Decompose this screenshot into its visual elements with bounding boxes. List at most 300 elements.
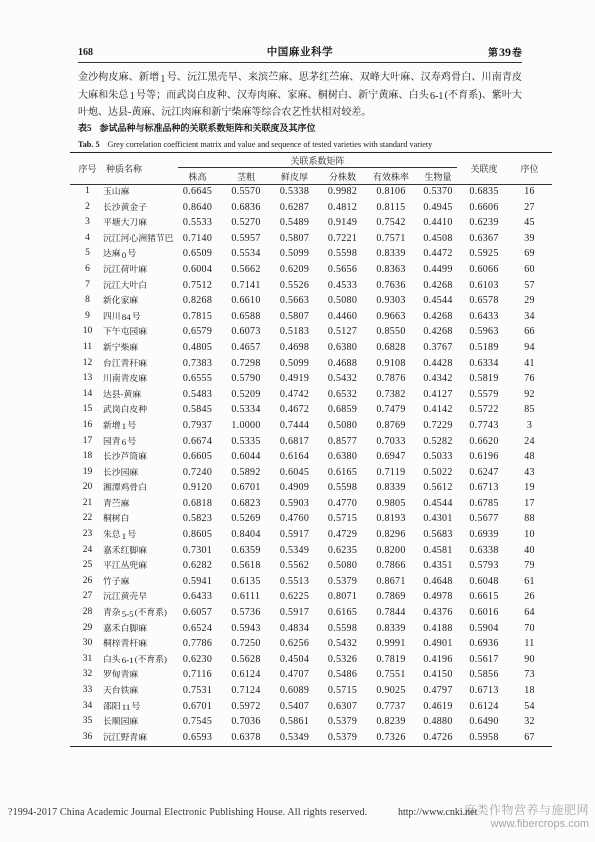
coef-stem-diameter: 0.5270	[231, 217, 261, 229]
coef-effective-plant-rate: 0.7479	[376, 404, 406, 416]
rank-value: 73	[524, 669, 535, 681]
coef-plant-height: 0.6674	[182, 435, 213, 447]
coef-fresh-bark-thickness: 0.6225	[279, 591, 310, 603]
coef-effective-plant-rate: 0.8200	[376, 544, 406, 556]
coef-tiller-number: 0.5486	[327, 669, 358, 681]
coef-fresh-bark-thickness: 0.4672	[279, 404, 310, 416]
table-row	[70, 465, 552, 481]
coef-stem-diameter: 0.4657	[231, 341, 261, 353]
coef-plant-height: 0.6593	[182, 731, 213, 743]
coef-stem-diameter: 0.5534	[231, 248, 261, 260]
header-biomass: 生物量	[424, 171, 452, 182]
rank-value: 70	[524, 622, 535, 634]
latin-run: 6-1	[430, 91, 444, 102]
coef-plant-height: 0.6605	[182, 451, 213, 463]
coef-biomass: 0.3767	[423, 341, 453, 353]
coef-biomass: 0.5282	[423, 435, 453, 447]
table-caption-en	[78, 139, 432, 151]
coef-plant-height: 0.8268	[182, 295, 213, 307]
coef-tiller-number: 0.7221	[327, 232, 358, 244]
coef-fresh-bark-thickness: 0.4698	[279, 341, 310, 353]
coef-stem-diameter: 0.6610	[231, 295, 261, 307]
coef-fresh-bark-thickness: 0.6089	[279, 685, 310, 696]
coef-tiller-number: 0.5715	[327, 685, 358, 696]
volume-prefix: 第	[488, 48, 498, 59]
variety-name: 嘉禾白脚麻	[103, 622, 147, 633]
coef-fresh-bark-thickness: 0.5917	[279, 607, 310, 619]
coef-plant-height: 0.5533	[182, 217, 213, 229]
coef-biomass: 0.4142	[423, 404, 453, 416]
correlation-grade: 0.6620	[469, 435, 499, 447]
table-row	[70, 231, 552, 247]
variety-name: 长顺园麻	[103, 716, 139, 727]
row-number: 15	[82, 404, 93, 415]
coef-biomass: 0.5033	[423, 451, 453, 463]
coef-effective-plant-rate: 0.8671	[376, 575, 406, 587]
coef-stem-diameter: 0.5618	[231, 560, 261, 572]
coef-biomass: 0.4150	[423, 669, 453, 681]
coef-tiller-number: 0.5326	[327, 653, 358, 665]
coef-plant-height: 0.5941	[182, 575, 213, 587]
coef-biomass: 0.4901	[423, 638, 453, 650]
header-tiller-number: 分株数	[328, 171, 356, 182]
variety-name: 沅江黄壳早	[103, 591, 147, 602]
rank-value: 61	[524, 575, 535, 587]
coef-effective-plant-rate: 0.8296	[376, 529, 406, 541]
latin-run: 11	[121, 702, 131, 713]
coef-plant-height: 0.7786	[182, 638, 213, 650]
coef-plant-height: 0.7512	[182, 279, 213, 291]
coef-plant-height: 0.6818	[182, 497, 213, 509]
row-number: 27	[82, 591, 93, 602]
coef-effective-plant-rate: 0.7382	[376, 388, 406, 400]
row-number: 8	[85, 295, 90, 306]
variety-name: 园青6号	[103, 435, 137, 447]
rank-value: 88	[524, 513, 535, 525]
page-number: 168	[78, 47, 93, 58]
coef-fresh-bark-thickness: 0.4707	[279, 669, 310, 681]
coef-stem-diameter: 0.6588	[231, 310, 261, 322]
coef-biomass: 0.4880	[423, 716, 453, 728]
coef-stem-diameter: 0.6111	[231, 591, 261, 603]
coef-tiller-number: 0.8577	[327, 435, 358, 447]
coef-tiller-number: 0.4460	[327, 310, 358, 322]
variety-name: 台江青秆麻	[103, 357, 147, 368]
row-number: 4	[85, 232, 90, 243]
coef-fresh-bark-thickness: 0.5489	[279, 217, 310, 229]
row-number: 11	[82, 341, 93, 352]
rank-value: 27	[524, 201, 535, 213]
correlation-grade: 0.6124	[469, 700, 499, 712]
correlation-grade: 0.6606	[469, 201, 499, 213]
coef-plant-height: 0.9120	[182, 482, 213, 494]
coef-fresh-bark-thickness: 0.5349	[279, 731, 310, 743]
coef-tiller-number: 0.6532	[327, 388, 358, 400]
correlation-grade: 0.6247	[469, 466, 499, 478]
table-row	[70, 574, 552, 590]
row-number: 24	[82, 544, 93, 555]
table-bottom-rule	[70, 746, 552, 747]
rank-value: 57	[524, 279, 535, 291]
table-row	[70, 215, 552, 231]
coef-fresh-bark-thickness: 0.6817	[279, 435, 310, 447]
rank-value: 94	[524, 341, 535, 353]
variety-name: 下午屯园麻	[103, 326, 147, 337]
coef-fresh-bark-thickness: 0.5183	[279, 326, 310, 338]
row-number: 1	[85, 186, 90, 196]
coef-stem-diameter: 0.6135	[231, 575, 261, 587]
coef-biomass: 0.4945	[423, 201, 453, 213]
variety-name: 平塘大刀麻	[103, 217, 147, 228]
coef-effective-plant-rate: 0.8339	[376, 248, 406, 260]
correlation-grade: 0.5856	[469, 669, 499, 681]
coef-effective-plant-rate: 0.8363	[376, 263, 406, 275]
rank-value: 67	[524, 731, 535, 743]
coef-fresh-bark-thickness: 0.6287	[279, 201, 310, 213]
table-row	[70, 496, 552, 512]
table-row	[70, 511, 552, 527]
variety-name: 长沙园麻	[103, 466, 139, 477]
coef-biomass: 0.4508	[423, 232, 453, 244]
coef-biomass: 0.4581	[423, 544, 453, 556]
coef-plant-height: 0.7240	[182, 466, 213, 478]
coef-stem-diameter: 0.5972	[231, 700, 261, 712]
rank-value: 48	[524, 451, 535, 463]
rank-value: 41	[524, 357, 535, 369]
table-row	[70, 184, 552, 200]
correlation-grade: 0.6433	[469, 310, 499, 322]
coef-stem-diameter: 0.5957	[231, 232, 261, 244]
variety-name: 新宁柴麻	[103, 341, 139, 352]
row-number: 14	[82, 388, 93, 399]
table-label-en: Tab. 5	[78, 140, 100, 149]
rank-value: 10	[524, 529, 535, 541]
table-row	[70, 652, 552, 668]
coef-biomass: 0.4726	[423, 731, 453, 743]
variety-name: 沅江河心洲猪节巴	[103, 232, 174, 243]
row-number: 32	[82, 669, 93, 680]
coef-plant-height: 0.6645	[182, 186, 213, 197]
coef-stem-diameter: 0.6359	[231, 544, 261, 556]
table-header	[70, 153, 552, 184]
coef-effective-plant-rate: 0.7326	[376, 731, 406, 743]
coef-fresh-bark-thickness: 0.5349	[279, 544, 310, 556]
correlation-grade: 0.5722	[469, 404, 499, 416]
row-number: 3	[85, 217, 90, 228]
rank-value: 39	[524, 232, 535, 244]
coef-effective-plant-rate: 0.7844	[376, 607, 406, 619]
row-number: 17	[82, 435, 93, 446]
coef-tiller-number: 0.6307	[327, 700, 358, 712]
coef-tiller-number: 0.5598	[327, 482, 358, 494]
coef-fresh-bark-thickness: 0.5807	[279, 310, 310, 322]
variety-name: 沅江野青麻	[103, 731, 147, 742]
correlation-grade: 0.5677	[469, 513, 499, 525]
coef-tiller-number: 0.5598	[327, 248, 358, 260]
coef-fresh-bark-thickness: 0.4504	[279, 653, 310, 665]
rank-value: 45	[524, 217, 535, 229]
coef-effective-plant-rate: 0.6947	[376, 451, 406, 463]
coef-tiller-number: 0.4688	[327, 357, 358, 369]
header-variety-name: 种质名称	[106, 164, 143, 174]
coef-fresh-bark-thickness: 0.5526	[279, 279, 310, 291]
coef-biomass: 0.4499	[423, 263, 453, 275]
table-row	[70, 730, 552, 746]
coef-effective-plant-rate: 0.8239	[376, 716, 406, 728]
correlation-grade: 0.5925	[469, 248, 499, 260]
variety-name: 达麻0号	[103, 248, 137, 260]
header-effective-plant-rate: 有效株率	[372, 171, 409, 182]
coef-fresh-bark-thickness: 0.4742	[279, 388, 310, 400]
coef-tiller-number: 0.6165	[327, 466, 358, 478]
coef-plant-height: 0.6579	[182, 326, 213, 338]
variety-name: 玉山麻	[103, 186, 130, 196]
coef-plant-height: 0.4805	[182, 341, 213, 353]
rank-value: 60	[524, 263, 535, 275]
correlation-grade: 0.6939	[469, 529, 499, 541]
coef-stem-diameter: 0.5736	[231, 607, 261, 619]
row-number: 13	[82, 373, 93, 384]
variety-name: 武岗白皮种	[103, 404, 147, 415]
coef-tiller-number: 0.5598	[327, 622, 358, 634]
correlation-grade: 0.6785	[469, 497, 499, 509]
coef-effective-plant-rate: 0.8339	[376, 622, 406, 634]
table-row	[70, 621, 552, 637]
coef-stem-diameter: 0.5628	[231, 653, 261, 665]
latin-run: 5-5	[121, 608, 134, 619]
correlation-grade: 0.6016	[469, 607, 499, 619]
journal-title: 中国麻业科学	[266, 47, 334, 58]
header-coefficient-matrix: 关联系数矩阵	[178, 153, 457, 168]
header-fresh-bark-thickness: 鲜皮厚	[280, 171, 308, 182]
coef-stem-diameter: 0.7298	[231, 357, 261, 369]
rank-value: 66	[524, 326, 535, 338]
rank-value: 26	[524, 591, 535, 603]
row-number: 26	[82, 575, 93, 586]
table-row	[70, 667, 552, 683]
coef-effective-plant-rate: 0.9991	[376, 638, 406, 650]
row-number: 29	[82, 622, 93, 633]
correlation-grade: 0.6615	[469, 591, 499, 603]
coef-fresh-bark-thickness: 0.4760	[279, 513, 310, 525]
coef-stem-diameter: 0.7141	[231, 279, 261, 291]
coef-fresh-bark-thickness: 0.5562	[279, 560, 310, 572]
coef-biomass: 0.4544	[423, 497, 453, 509]
variety-name: 青杂5-5(不育系)	[103, 607, 167, 619]
coef-plant-height: 0.6230	[182, 653, 213, 665]
coef-fresh-bark-thickness: 0.6045	[279, 466, 310, 478]
coef-biomass: 0.7229	[423, 419, 453, 431]
row-number: 2	[85, 201, 90, 212]
latin-run: 1	[160, 73, 166, 85]
coef-biomass: 0.4619	[423, 700, 453, 712]
coef-effective-plant-rate: 0.6828	[376, 341, 406, 353]
coef-biomass: 0.4196	[423, 653, 453, 665]
variety-name: 新化家麻	[103, 295, 139, 306]
coef-biomass: 0.4268	[423, 326, 453, 338]
coef-biomass: 0.5612	[423, 482, 453, 494]
coef-tiller-number: 0.6859	[327, 404, 358, 416]
correlation-grade: 0.5617	[469, 653, 499, 665]
coef-tiller-number: 0.5432	[327, 373, 358, 385]
footer-url-link[interactable]: http://www.cnki.net	[398, 807, 478, 818]
coef-tiller-number: 0.8071	[327, 591, 358, 603]
variety-name: 沅江大叶白	[103, 279, 147, 290]
coef-stem-diameter: 0.6701	[231, 482, 261, 494]
row-number: 18	[82, 451, 93, 462]
table-row	[70, 356, 552, 372]
table-row	[70, 293, 552, 309]
row-number: 30	[82, 638, 93, 649]
coef-tiller-number: 0.4533	[327, 279, 358, 291]
table-row	[70, 636, 552, 652]
body-paragraph: 金沙枸皮麻、新增1号、沅江黑壳早、来滨苎麻、思茅红苎麻、双峰大叶麻、汉寿鸡骨白、川南青皮大麻和朱总1号等；而武岗白皮种、汉寿肉麻、家麻、桐树白、新宁黄麻、白头6-1(不育系)、紫叶大叶炮、达县-黄麻、沅江肉麻和新宁柴麻等综合农艺性状相对较差。	[78, 72, 523, 118]
coef-stem-diameter: 0.5662	[231, 263, 261, 275]
correlation-grade: 0.5189	[469, 341, 499, 353]
volume-suffix: 卷	[512, 48, 522, 59]
row-number: 12	[82, 357, 93, 368]
coef-tiller-number: 0.5715	[327, 513, 358, 525]
rank-value: 19	[524, 482, 535, 494]
coef-plant-height: 0.6524	[182, 622, 213, 634]
coef-effective-plant-rate: 0.7876	[376, 373, 406, 385]
table-row	[70, 543, 552, 559]
header-plant-height: 株高	[188, 171, 207, 182]
table-row	[70, 371, 552, 387]
table-row	[70, 589, 552, 605]
coef-biomass: 0.4797	[423, 685, 453, 696]
coef-tiller-number: 0.5127	[327, 326, 358, 338]
coef-plant-height: 0.6701	[182, 700, 213, 712]
table-body	[70, 184, 552, 745]
row-number: 10	[82, 326, 93, 337]
coef-tiller-number: 0.5432	[327, 638, 358, 650]
correlation-grade: 0.5963	[469, 326, 499, 338]
latin-run: 1	[121, 530, 127, 541]
coef-biomass: 0.4428	[423, 357, 453, 369]
latin-run: 84	[121, 312, 131, 323]
row-number: 23	[82, 529, 93, 540]
correlation-grade: 0.5819	[469, 373, 499, 385]
variety-name: 长沙芦筒麻	[103, 451, 147, 462]
row-number: 34	[82, 700, 93, 711]
correlation-grade: 0.6713	[469, 685, 499, 696]
correlation-grade: 0.6936	[469, 638, 499, 650]
row-number: 25	[82, 560, 93, 571]
rank-value: 17	[524, 497, 535, 509]
rank-value: 11	[524, 638, 535, 650]
rank-value: 43	[524, 466, 535, 478]
table-title-cn: 参试品种与标准品种的关联系数矩阵和关联度及其序位	[99, 123, 316, 133]
variety-name: 川南青皮麻	[103, 373, 147, 384]
coef-effective-plant-rate: 0.8106	[376, 186, 406, 197]
correlation-grade: 0.6367	[469, 232, 499, 244]
variety-name: 达县-黄麻	[103, 388, 142, 399]
coef-tiller-number: 0.9982	[327, 186, 358, 197]
header-serial-number: 序号	[78, 164, 97, 174]
coef-plant-height: 0.8605	[182, 529, 213, 541]
table-row	[70, 714, 552, 730]
coef-plant-height: 0.7531	[182, 685, 213, 696]
coef-tiller-number: 0.6235	[327, 544, 358, 556]
row-number: 28	[82, 607, 93, 618]
coef-stem-diameter: 0.6124	[231, 669, 261, 681]
coef-tiller-number: 0.5656	[327, 263, 358, 275]
rank-value: 16	[524, 186, 535, 197]
coef-stem-diameter: 0.5943	[231, 622, 261, 634]
coef-tiller-number: 0.6380	[327, 451, 358, 463]
coef-fresh-bark-thickness: 0.5663	[279, 295, 310, 307]
table-row	[70, 418, 552, 434]
coef-tiller-number: 0.6380	[327, 341, 358, 353]
coef-stem-diameter: 0.8404	[231, 529, 261, 541]
rank-value: 32	[524, 716, 535, 728]
coef-stem-diameter: 0.5790	[231, 373, 261, 385]
coef-plant-height: 0.7815	[182, 310, 213, 322]
coef-biomass: 0.4268	[423, 279, 453, 291]
correlation-grade: 0.5958	[469, 731, 499, 743]
coef-effective-plant-rate: 0.9108	[376, 357, 406, 369]
variety-name: 青苎麻	[103, 497, 130, 508]
coef-stem-diameter: 0.6073	[231, 326, 261, 338]
coef-fresh-bark-thickness: 0.5099	[279, 357, 310, 369]
coef-plant-height: 0.7140	[182, 232, 213, 244]
coef-plant-height: 0.6433	[182, 591, 213, 603]
variety-name: 平江丛兜麻	[103, 560, 147, 571]
table-row	[70, 387, 552, 403]
coef-effective-plant-rate: 0.7119	[376, 466, 406, 478]
coef-tiller-number: 0.9149	[327, 217, 358, 229]
rank-value: 79	[524, 560, 535, 572]
coef-plant-height: 0.5845	[182, 404, 213, 416]
row-number: 20	[82, 482, 93, 493]
table-label-cn: 表5	[78, 123, 92, 133]
coef-fresh-bark-thickness: 0.5903	[279, 497, 310, 509]
coef-effective-plant-rate: 0.7542	[376, 217, 406, 229]
coef-stem-diameter: 0.7124	[231, 685, 261, 696]
coef-stem-diameter: 0.7250	[231, 638, 261, 650]
row-number: 33	[82, 685, 93, 695]
table-row	[70, 449, 552, 465]
coef-plant-height: 0.7301	[182, 544, 213, 556]
variety-name: 新增1号	[103, 419, 137, 432]
coef-biomass: 0.4351	[423, 560, 453, 572]
latin-run: 6	[121, 437, 127, 447]
variety-name: 长沙黄金子	[103, 201, 147, 212]
header-rule	[78, 62, 522, 63]
correlation-grade: 0.6490	[469, 716, 499, 728]
coef-effective-plant-rate: 0.8550	[376, 326, 406, 338]
correlation-grade: 0.6239	[469, 217, 499, 229]
coef-fresh-bark-thickness: 0.5099	[279, 248, 310, 260]
coef-biomass: 0.5022	[423, 466, 453, 478]
table-title-en: Grey correlation coefficient matrix and value and sequence of tested varieties with standard variety	[107, 140, 433, 149]
row-number: 31	[82, 653, 93, 664]
table-row	[70, 278, 552, 294]
coef-stem-diameter: 0.5892	[231, 466, 261, 478]
table-row	[70, 246, 552, 262]
coef-fresh-bark-thickness: 0.5513	[279, 575, 310, 587]
variety-name: 罗甸青麻	[103, 669, 139, 680]
variety-name: 湘潭鸡骨白	[103, 482, 147, 493]
latin-run: 6-1	[121, 655, 134, 666]
coef-plant-height: 0.6509	[182, 248, 213, 260]
correlation-grade: 0.6338	[469, 544, 499, 556]
coef-effective-plant-rate: 0.9025	[376, 685, 406, 696]
coef-effective-plant-rate: 0.9303	[376, 295, 406, 307]
correlation-grade: 0.6196	[469, 451, 499, 463]
correlation-grade: 0.6103	[469, 279, 499, 291]
